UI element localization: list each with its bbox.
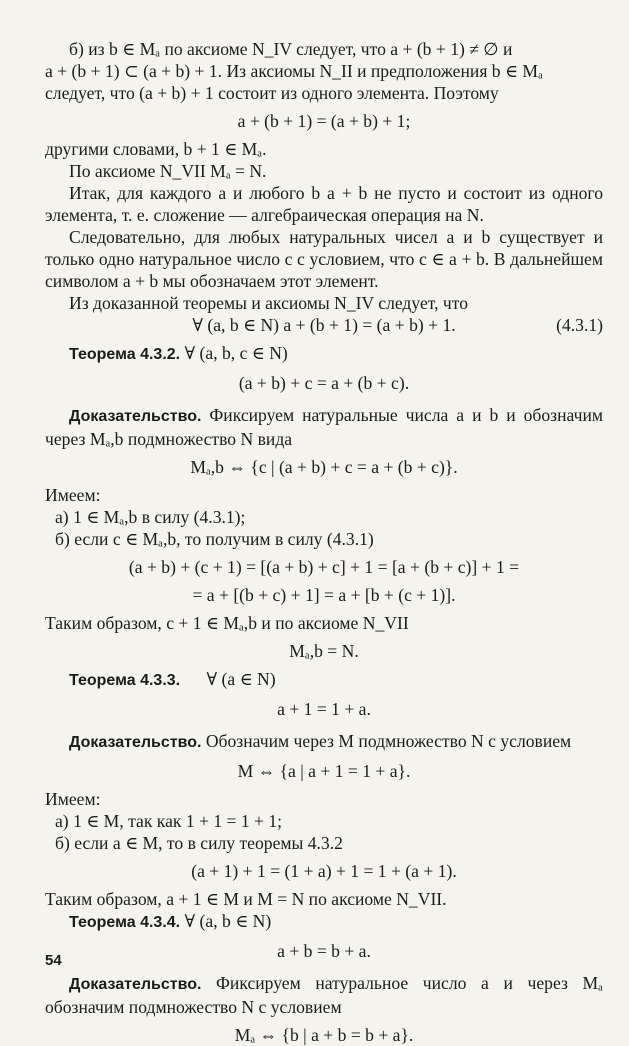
text-line: Таким образом, c + 1 ∈ Mₐ,b и по аксиоме N_VII (45, 613, 409, 633)
proof-paragraph (45, 730, 603, 754)
text-line: следует, что (a + b) + 1 состоит из одного элемента. Поэтому (45, 83, 499, 103)
formula: M ⇔ {a | a + 1 = 1 + a}. (237, 761, 411, 781)
theorem-heading: Теорема 4.3.3. (69, 672, 181, 689)
theorem-text: ∀ (a, b ∈ N) (184, 911, 272, 931)
formula: (a + b) + (c + 1) = [(a + b) + c] + 1 = [a + (b + c)] + 1 = (128, 557, 520, 577)
equation-number: (4.3.1) (556, 315, 603, 335)
proof-text: Обозначим через M подмножество N с условием (205, 731, 572, 751)
formula: ∀ (a, b ∈ N) a + (b + 1) = (a + b) + 1. (192, 315, 456, 335)
formula: = a + [(b + c) + 1] = a + [b + (c + 1)]. (192, 585, 456, 605)
list-item: б) если a ∈ M, то в силу теоремы 4.3.2 (55, 833, 343, 853)
paragraph: Итак, для каждого a и любого b a + b не пусто и состоит из одного элемента, т. е. сложение — алгебраическая операция на N. (45, 183, 603, 225)
formula: (a + 1) + 1 = (1 + a) + 1 = 1 + (a + 1). (191, 861, 457, 881)
text-line: другими словами, b + 1 ∈ Mₐ. (45, 139, 267, 159)
page-number: 54 (45, 952, 62, 969)
list-item: б) если c ∈ Mₐ,b, то получим в силу (4.3.1) (55, 529, 374, 549)
theorem-text: ∀ (a, b, c ∈ N) (184, 343, 288, 363)
formula: Mₐ,b ⇔ {c | (a + b) + c = a + (b + c)}. (190, 457, 458, 477)
paragraph: Следовательно, для любых натуральных чисел a и b существует и только одно натуральное число c с условием, что c ∈ a + b. В дальнейшем символом a + b мы обозначаем этот элемент. (45, 227, 603, 291)
formula: Mₐ,b = N. (289, 641, 359, 661)
theorem-heading: Теорема 4.3.2. (69, 346, 181, 363)
theorem-text: ∀ (a ∈ N) (206, 669, 276, 689)
page-body (45, 38, 603, 1046)
proof-text: Фиксируем натуральное число a и через Mₐ обозначим подмножество N с условием (45, 973, 603, 1017)
text-line: a + (b + 1) ⊂ (a + b) + 1. Из аксиомы N_II и предположения b ∈ Mₐ (45, 61, 543, 81)
formula: a + (b + 1) = (a + b) + 1; (237, 111, 411, 131)
formula: Mₐ ⇔ {b | a + b = b + a}. (234, 1025, 414, 1045)
numbered-equation (45, 314, 603, 336)
theorem-statement (45, 910, 603, 934)
proof-heading: Доказательство. (69, 734, 202, 751)
list-item: а) 1 ∈ Mₐ,b в силу (4.3.1); (55, 507, 246, 527)
text-line: Имеем: (45, 789, 101, 809)
proof-text: Фиксируем натуральные числа a и b и обозначим через Mₐ,b подмножество N вида (45, 405, 603, 449)
theorem-statement (45, 668, 603, 692)
theorem-statement (45, 342, 603, 366)
text-line: Имеем: (45, 485, 101, 505)
text-line: Таким образом, a + 1 ∈ M и M = N по аксиоме N_VII. (45, 889, 447, 909)
proof-heading: Доказательство. (69, 976, 202, 993)
proof-paragraph (45, 972, 603, 1018)
text-line: б) из b ∈ Mₐ по аксиоме N_IV следует, что a + (b + 1) ≠ ∅ и (69, 39, 513, 59)
text-line: По аксиоме N_VII Mₐ = N. (69, 161, 267, 181)
formula: a + 1 = 1 + a. (277, 699, 371, 719)
text-line: Из доказанной теоремы и аксиомы N_IV следует, что (69, 293, 469, 313)
proof-heading: Доказательство. (69, 408, 202, 425)
proof-paragraph (45, 404, 603, 450)
formula: (a + b) + c = a + (b + c). (238, 373, 410, 393)
formula: a + b = b + a. (277, 941, 371, 961)
list-item: а) 1 ∈ M, так как 1 + 1 = 1 + 1; (55, 811, 283, 831)
theorem-heading: Теорема 4.3.4. (69, 914, 181, 931)
